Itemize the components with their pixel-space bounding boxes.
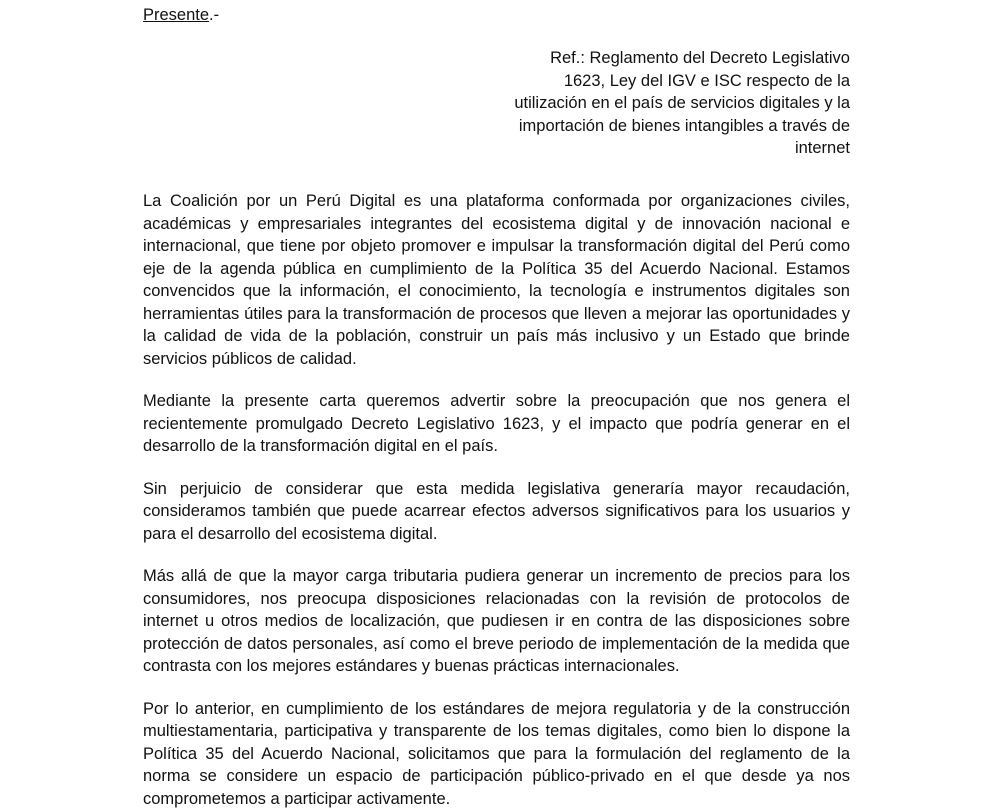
reference-block [470,47,850,160]
paragraph-tax-burden: Más allá de que la mayor carga tributaria pudiera generar un incremento de precios para los consumidores, nos preocupa disposiciones relacionadas con la revisión de protocolos de internet u otros medios de localización, que pudiesen ir en contra de las disposiciones sobre protección de datos personales, así como el breve periodo de implementación de la medida que contrasta con los mejores estándares y buenas prácticas internacionales. [143,565,850,678]
letter-body [143,190,850,810]
reference-line-5: internet [795,139,850,157]
reference-line-1: Ref.: Reglamento del Decreto Legislativo [550,49,850,67]
paragraph-request: Por lo anterior, en cumplimiento de los estándares de mejora regulatoria y de la construcción multiestamentaria, participativa y transparente de los temas digitales, como bien lo dispone la Política 35 del Acuerdo Nacional, solicitamos que para la formulación del reglamento de la norma se considere un espacio de participación público-privado en el que desde ya nos comprometemos a participar activamente. [143,698,850,810]
greeting-word: Presente [143,6,209,24]
paragraph-concern: Mediante la presente carta queremos advertir sobre la preocupación que nos genera el recientemente promulgado Decreto Legislativo 1623, y el impacto que podría generar en el desarrollo de la transformación digital en el país. [143,390,850,458]
reference-line-3: utilización en el país de servicios digitales y la [514,94,850,112]
reference-line-2: 1623, Ley del IGV e ISC respecto de la [564,72,850,90]
paragraph-adverse-effects: Sin perjuicio de considerar que esta medida legislativa generaría mayor recaudación, consideramos también que puede acarrear efectos adversos significativos para los usuarios y para el desarrollo del ecosistema digital. [143,478,850,546]
greeting-suffix: .- [209,6,219,24]
greeting-line [143,5,219,25]
reference-line-4: importación de bienes intangibles a través de [519,117,850,135]
paragraph-coalition-intro: La Coalición por un Perú Digital es una plataforma conformada por organizaciones civiles, académicas y empresariales integrantes del ecosistema digital y de innovación nacional e internacional, que tiene por objeto promover e impulsar la transformación digital del Perú como eje de la agenda pública en cumplimiento de la Política 35 del Acuerdo Nacional. Estamos convencidos que la información, el conocimiento, la tecnología e instrumentos digitales son herramientas útiles para la transformación de procesos que lleven a mejorar las oportunidades y la calidad de vida de la población, construir un país más inclusivo y un Estado que brinde servicios públicos de calidad. [143,190,850,370]
